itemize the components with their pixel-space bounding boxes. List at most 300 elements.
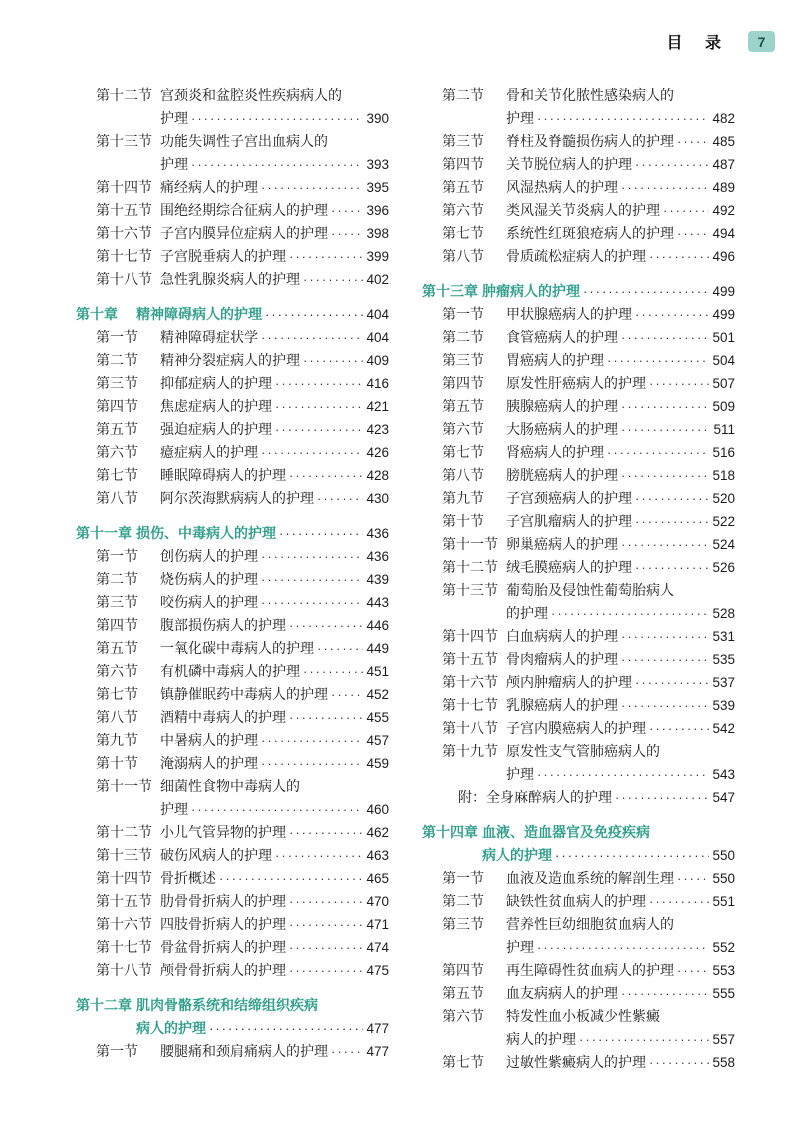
dot-leader [191, 153, 363, 176]
toc-chapter-entry [76, 522, 389, 545]
dot-leader [191, 107, 363, 130]
dot-leader [677, 959, 709, 982]
entry-page-number: 518 [712, 468, 735, 483]
entry-page-number: 452 [366, 687, 389, 702]
dot-leader [677, 130, 709, 153]
entry-title: 绒毛膜癌病人的护理 [506, 559, 632, 575]
entry-title: 病人的护理 [136, 1020, 206, 1036]
entry-title: 子宫内膜异位症病人的护理 [160, 225, 328, 241]
entry-label: 第五节 [96, 421, 138, 437]
toc-entry [76, 372, 389, 395]
entry-label: 第一节 [442, 870, 484, 886]
entry-title: 肋骨骨折病人的护理 [160, 893, 286, 909]
dot-leader [265, 303, 363, 326]
entry-title: 一氧化碳中毒病人的护理 [160, 640, 314, 656]
entry-body [506, 671, 735, 694]
entry-label: 第十四节 [442, 628, 498, 644]
toc-entry [76, 268, 389, 291]
entry-body [160, 775, 389, 821]
toc-entry [422, 372, 735, 395]
entry-label: 第二节 [96, 352, 138, 368]
entry-page-number: 477 [366, 1021, 389, 1036]
entry-title: 强迫症病人的护理 [160, 421, 272, 437]
entry-page-number: 426 [366, 445, 389, 460]
entry-page-number: 451 [366, 664, 389, 679]
dot-leader [635, 487, 709, 510]
entry-page-number: 465 [366, 871, 389, 886]
entry-body [160, 844, 389, 867]
dot-leader [219, 867, 363, 890]
toc-entry [422, 84, 735, 130]
entry-title: 抑郁症病人的护理 [160, 375, 272, 391]
entry-title: 骨盆骨折病人的护理 [160, 939, 286, 955]
entry-label: 第三节 [96, 594, 138, 610]
entry-body [506, 245, 735, 268]
entry-label: 第六节 [96, 663, 138, 679]
toc-entry [422, 740, 735, 786]
entry-label: 第十节 [442, 513, 484, 529]
toc-entry [422, 1005, 735, 1051]
entry-label: 第四节 [442, 962, 484, 978]
entry-body [160, 959, 389, 982]
toc-entry [76, 844, 389, 867]
entry-body [506, 648, 735, 671]
entry-label: 第五节 [442, 398, 484, 414]
toc-entry [422, 648, 735, 671]
toc-entry [76, 487, 389, 510]
entry-title: 骨质疏松症病人的护理 [506, 248, 646, 264]
entry-title: 血液及造血系统的解剖生理 [506, 870, 674, 886]
entry-label: 第三节 [442, 916, 484, 932]
toc-entry [76, 395, 389, 418]
toc-entry [422, 913, 735, 959]
entry-title: 胰腺癌病人的护理 [506, 398, 618, 414]
entry-body [160, 464, 389, 487]
entry-label: 第十五节 [96, 893, 152, 909]
entry-label: 第十一节 [96, 778, 152, 794]
entry-body [136, 994, 389, 1040]
entry-title: 类风湿关节炎病人的护理 [506, 202, 660, 218]
dot-leader [331, 199, 363, 222]
dot-leader [209, 1017, 363, 1040]
toc-entry [76, 464, 389, 487]
entry-title: 子宫内膜癌病人的护理 [506, 720, 646, 736]
entry-label: 第三节 [442, 352, 484, 368]
entry-page-number: 511 [713, 422, 735, 437]
dot-leader [261, 752, 363, 775]
entry-label: 第六节 [442, 1008, 484, 1024]
dot-leader [289, 464, 363, 487]
entry-page-number: 499 [712, 284, 735, 299]
entry-label: 第三节 [96, 375, 138, 391]
dot-leader [261, 568, 363, 591]
entry-body [160, 418, 389, 441]
entry-title: 阿尔茨海默病病人的护理 [160, 490, 314, 506]
entry-page-number: 428 [366, 468, 389, 483]
entry-title: 颅骨骨折病人的护理 [160, 962, 286, 978]
dot-leader [261, 326, 363, 349]
dot-leader [663, 199, 709, 222]
entry-body [506, 579, 735, 625]
toc-column-left [76, 84, 389, 1074]
entry-label: 第十五节 [96, 202, 152, 218]
entry-body [160, 729, 389, 752]
entry-title: 急性乳腺炎病人的护理 [160, 271, 300, 287]
toc-entry [76, 936, 389, 959]
entry-body [160, 913, 389, 936]
entry-page-number: 399 [366, 249, 389, 264]
entry-body [506, 867, 735, 890]
entry-body [160, 326, 389, 349]
entry-page-number: 535 [712, 652, 735, 667]
entry-body [160, 349, 389, 372]
entry-title: 病人的护理 [506, 1031, 576, 1047]
entry-title: 胃癌病人的护理 [506, 352, 604, 368]
toc-entry [76, 752, 389, 775]
entry-body [506, 372, 735, 395]
entry-body [506, 913, 735, 959]
entry-page-number: 449 [366, 641, 389, 656]
entry-label: 第四节 [96, 398, 138, 414]
dot-leader [621, 982, 709, 1005]
entry-page-number: 504 [712, 353, 735, 368]
entry-label: 第二节 [442, 329, 484, 345]
toc-entry [76, 245, 389, 268]
entry-label: 第七节 [442, 444, 484, 460]
toc-entry [76, 349, 389, 372]
dot-leader [303, 268, 363, 291]
entry-title: 癔症病人的护理 [160, 444, 258, 460]
entry-body [506, 153, 735, 176]
dot-leader [621, 326, 709, 349]
toc-entry [76, 660, 389, 683]
dot-leader [261, 441, 363, 464]
dot-leader [621, 694, 709, 717]
dot-leader [275, 844, 363, 867]
entry-body [160, 591, 389, 614]
entry-title: 肾癌病人的护理 [506, 444, 604, 460]
entry-label: 第十四节 [96, 179, 152, 195]
entry-page-number: 398 [366, 226, 389, 241]
entry-page-number: 507 [712, 376, 735, 391]
entry-page-number: 395 [366, 180, 389, 195]
entry-label: 第十八节 [442, 720, 498, 736]
entry-title: 创伤病人的护理 [160, 548, 258, 564]
entry-label: 第五节 [442, 179, 484, 195]
entry-page-number: 393 [366, 157, 389, 172]
dot-leader [303, 349, 363, 372]
toc-entry [422, 130, 735, 153]
entry-title: 骨折概述 [160, 870, 216, 886]
entry-page-number: 524 [712, 537, 735, 552]
entry-title: 护理 [160, 801, 188, 817]
entry-page-number: 459 [366, 756, 389, 771]
toc-entry [422, 717, 735, 740]
entry-title-line: 功能失调性子宫出血病人的 [160, 133, 328, 149]
dot-leader [289, 821, 363, 844]
entry-label: 第六节 [442, 421, 484, 437]
entry-title: 有机磷中毒病人的护理 [160, 663, 300, 679]
entry-page-number: 557 [712, 1032, 735, 1047]
entry-body [160, 821, 389, 844]
toc-entry [76, 84, 389, 130]
toc-entry [422, 395, 735, 418]
entry-page-number: 460 [366, 802, 389, 817]
entry-title-line: 原发性支气管肺癌病人的 [506, 743, 660, 759]
dot-leader [279, 522, 363, 545]
toc-entry [76, 326, 389, 349]
dot-leader [331, 222, 363, 245]
entry-body [160, 614, 389, 637]
entry-body [506, 1051, 735, 1074]
entry-label: 第一节 [96, 1043, 138, 1059]
entry-label: 第一节 [96, 329, 138, 345]
entry-body [160, 1040, 389, 1063]
dot-leader [303, 660, 363, 683]
entry-page-number: 446 [366, 618, 389, 633]
entry-body [160, 752, 389, 775]
entry-title: 病人的护理 [482, 847, 552, 863]
entry-title: 膀胱癌病人的护理 [506, 467, 618, 483]
entry-body [160, 441, 389, 464]
entry-page-number: 496 [712, 249, 735, 264]
toc-entry [76, 545, 389, 568]
entry-body [506, 510, 735, 533]
toc-entry [422, 464, 735, 487]
dot-leader [191, 798, 363, 821]
entry-label: 第十三节 [96, 133, 152, 149]
entry-page-number: 539 [712, 698, 735, 713]
entry-title: 四肢骨折病人的护理 [160, 916, 286, 932]
entry-page-number: 404 [366, 307, 389, 322]
entry-title: 卵巢癌病人的护理 [506, 536, 618, 552]
entry-title-line: 葡萄胎及侵蚀性葡萄胎病人 [506, 582, 674, 598]
entry-title-line: 肌肉骨骼系统和结缔组织疾病 [136, 997, 318, 1013]
entry-title: 腰腿痛和颈肩痛病人的护理 [160, 1043, 328, 1059]
entry-body [160, 890, 389, 913]
entry-body [506, 349, 735, 372]
entry-title: 子宫肌瘤病人的护理 [506, 513, 632, 529]
entry-body [136, 303, 389, 326]
entry-title: 护理 [506, 110, 534, 126]
entry-title: 酒精中毒病人的护理 [160, 709, 286, 725]
entry-page-number: 522 [712, 514, 735, 529]
entry-page-number: 531 [712, 629, 735, 644]
entry-label: 第十三节 [96, 847, 152, 863]
entry-label: 第十六节 [96, 225, 152, 241]
entry-page-number: 423 [366, 422, 389, 437]
entry-body [160, 372, 389, 395]
entry-label: 第二节 [442, 87, 484, 103]
entry-label: 第十四节 [96, 870, 152, 886]
entry-body [160, 84, 389, 130]
entry-label: 第九节 [96, 732, 138, 748]
entry-page-number: 416 [366, 376, 389, 391]
entry-body [506, 890, 735, 913]
entry-label: 第二节 [96, 571, 138, 587]
entry-body [160, 268, 389, 291]
dot-leader [289, 913, 363, 936]
dot-leader [289, 614, 363, 637]
entry-label: 第十一节 [442, 536, 498, 552]
entry-body [160, 936, 389, 959]
entry-title: 精神障碍病人的护理 [136, 306, 262, 322]
entry-title-line: 骨和关节化脓性感染病人的 [506, 87, 674, 103]
entry-title: 过敏性紫癜病人的护理 [506, 1054, 646, 1070]
toc-chapter-entry [76, 303, 389, 326]
dot-leader [537, 763, 709, 786]
entry-title: 风湿热病人的护理 [506, 179, 618, 195]
entry-page-number: 457 [366, 733, 389, 748]
entry-label: 第十二节 [96, 824, 152, 840]
entry-label: 第七节 [442, 1054, 484, 1070]
entry-label: 第五节 [96, 640, 138, 656]
entry-title: 围绝经期综合征病人的护理 [160, 202, 328, 218]
entry-page-number: 501 [712, 330, 735, 345]
entry-page-number: 520 [712, 491, 735, 506]
toc-entry [422, 671, 735, 694]
dot-leader [555, 844, 709, 867]
entry-page-number: 474 [366, 940, 389, 955]
dot-leader [649, 1051, 709, 1074]
entry-title: 烧伤病人的护理 [160, 571, 258, 587]
dot-leader [635, 671, 709, 694]
entry-page-number: 526 [712, 560, 735, 575]
entry-title: 再生障碍性贫血病人的护理 [506, 962, 674, 978]
entry-label: 第十三节 [442, 582, 498, 598]
toc-entry [422, 199, 735, 222]
entry-body [506, 222, 735, 245]
entry-label: 第四节 [442, 156, 484, 172]
entry-title: 焦虑症病人的护理 [160, 398, 272, 414]
dot-leader [261, 545, 363, 568]
entry-title: 血友病病人的护理 [506, 985, 618, 1001]
entry-page-number: 553 [712, 963, 735, 978]
toc-entry [76, 222, 389, 245]
entry-label: 第八节 [96, 490, 138, 506]
entry-body [506, 1005, 735, 1051]
entry-title: 损伤、中毒病人的护理 [136, 525, 276, 541]
entry-label: 第六节 [96, 444, 138, 460]
entry-page-number: 542 [712, 721, 735, 736]
entry-page-number: 463 [366, 848, 389, 863]
entry-body [506, 982, 735, 1005]
entry-label: 第十一章 [76, 525, 132, 541]
entry-body [506, 199, 735, 222]
dot-leader [289, 959, 363, 982]
toc-entry [422, 510, 735, 533]
dot-leader [615, 786, 709, 809]
toc-entry [422, 694, 735, 717]
entry-title: 痛经病人的护理 [160, 179, 258, 195]
entry-page-number: 421 [366, 399, 389, 414]
entry-body [482, 821, 735, 867]
toc-entry [422, 441, 735, 464]
entry-page-number: 402 [366, 272, 389, 287]
toc-chapter-entry [76, 994, 389, 1040]
entry-title: 食管癌病人的护理 [506, 329, 618, 345]
dot-leader [261, 729, 363, 752]
entry-page-number: 409 [366, 353, 389, 368]
entry-page-number: 443 [366, 595, 389, 610]
entry-label: 第十三章 [422, 283, 478, 299]
entry-page-number: 516 [712, 445, 735, 460]
entry-label: 第十节 [96, 755, 138, 771]
dot-leader [635, 510, 709, 533]
toc-entry [422, 326, 735, 349]
toc-entry [422, 579, 735, 625]
entry-title-line: 宫颈炎和盆腔炎性疾病病人的 [160, 87, 342, 103]
dot-leader [579, 1028, 709, 1051]
entry-label: 第一节 [442, 306, 484, 322]
entry-body [160, 487, 389, 510]
entry-label: 第十七节 [442, 697, 498, 713]
entry-title: 大肠癌病人的护理 [506, 421, 618, 437]
entry-body [506, 625, 735, 648]
toc-entry [422, 959, 735, 982]
entry-page-number: 470 [366, 894, 389, 909]
toc-entry [422, 418, 735, 441]
toc-entry [76, 867, 389, 890]
entry-page-number: 475 [366, 963, 389, 978]
entry-body [136, 522, 389, 545]
entry-label: 第四节 [442, 375, 484, 391]
entry-page-number: 550 [712, 871, 735, 886]
page-header [0, 30, 775, 53]
toc-entry [76, 729, 389, 752]
toc-entry [422, 153, 735, 176]
dot-leader [621, 395, 709, 418]
entry-page-number: 543 [712, 767, 735, 782]
toc-chapter-entry [422, 280, 735, 303]
entry-body [160, 395, 389, 418]
entry-title: 护理 [506, 939, 534, 955]
toc-entry [76, 1040, 389, 1063]
entry-body [506, 533, 735, 556]
entry-body [506, 84, 735, 130]
entry-title: 护理 [160, 156, 188, 172]
entry-page-number: 396 [366, 203, 389, 218]
entry-label: 附： [458, 789, 486, 805]
entry-page-number: 462 [366, 825, 389, 840]
toc-chapter-entry [422, 821, 735, 867]
dot-leader [621, 625, 709, 648]
entry-page-number: 487 [712, 157, 735, 172]
entry-title: 颅内肿瘤病人的护理 [506, 674, 632, 690]
dot-leader [607, 349, 709, 372]
entry-label: 第八节 [96, 709, 138, 725]
entry-label: 第三节 [442, 133, 484, 149]
entry-title-line: 细菌性食物中毒病人的 [160, 778, 300, 794]
entry-label: 第十四章 [422, 824, 478, 840]
entry-page-number: 509 [712, 399, 735, 414]
entry-title: 精神分裂症病人的护理 [160, 352, 300, 368]
entry-body [160, 867, 389, 890]
dot-leader [649, 245, 709, 268]
entry-body [506, 487, 735, 510]
entry-label: 第十七节 [96, 939, 152, 955]
entry-title: 小儿气管异物的护理 [160, 824, 286, 840]
dot-leader [537, 107, 709, 130]
entry-body [506, 464, 735, 487]
entry-body [506, 303, 735, 326]
entry-body [506, 740, 735, 786]
entry-label: 第二节 [442, 893, 484, 909]
toc-entry [422, 349, 735, 372]
toc-columns [76, 84, 735, 1074]
toc-entry [76, 890, 389, 913]
dot-leader [621, 533, 709, 556]
